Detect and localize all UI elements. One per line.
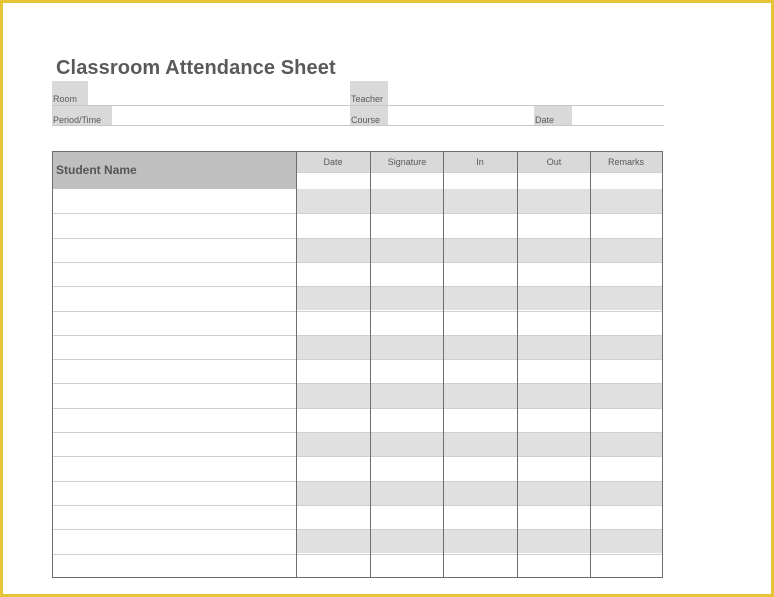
student-name-cell[interactable] [53,505,296,529]
column-header-in: In [443,152,517,172]
student-name-cell[interactable] [53,481,296,505]
column-header-remarks: Remarks [590,152,662,172]
attendance-row-cells[interactable] [296,311,662,335]
column-header-signature: Signature [370,152,444,172]
row-divider [53,383,662,384]
column-divider [370,152,371,577]
attendance-row-cells[interactable] [296,481,662,505]
row-divider [53,311,662,312]
row-divider [53,432,662,433]
student-name-cell[interactable] [53,311,296,335]
column-divider [590,152,591,577]
attendance-row-cells[interactable] [296,408,662,432]
date-label: Date [534,106,572,126]
row-divider [53,554,662,555]
student-name-cell[interactable] [53,262,296,286]
student-name-cell[interactable] [53,189,296,213]
row-divider [53,286,662,287]
teacher-label: Teacher [350,81,388,105]
row-divider [53,456,662,457]
page-title: Classroom Attendance Sheet [56,57,336,79]
attendance-row-cells[interactable] [296,432,662,456]
column-divider [517,152,518,577]
row-divider [53,213,662,214]
student-name-cell[interactable] [53,529,296,553]
row-divider [53,529,662,530]
header-divider [296,172,662,173]
row-divider [53,335,662,336]
row-divider [53,359,662,360]
attendance-row-cells[interactable] [296,335,662,359]
student-name-header: Student Name [53,152,296,189]
student-name-cell[interactable] [53,383,296,407]
row-divider [53,238,662,239]
attendance-row-cells[interactable] [296,262,662,286]
attendance-row-cells[interactable] [296,213,662,237]
row-divider [53,408,662,409]
course-label: Course [350,106,388,126]
student-name-cell[interactable] [53,286,296,310]
student-name-cell[interactable] [53,408,296,432]
attendance-row-cells[interactable] [296,456,662,480]
student-name-cell[interactable] [53,213,296,237]
attendance-row-cells[interactable] [296,238,662,262]
column-divider [443,152,444,577]
student-name-cell[interactable] [53,238,296,262]
period-course-date-field-line [52,125,664,126]
attendance-row-cells[interactable] [296,554,662,578]
period-time-label: Period/Time [52,106,112,126]
column-divider [296,152,297,577]
attendance-row-cells[interactable] [296,286,662,310]
attendance-row-cells[interactable] [296,383,662,407]
attendance-row-cells[interactable] [296,529,662,553]
row-divider [53,481,662,482]
student-name-cell[interactable] [53,456,296,480]
attendance-row-cells[interactable] [296,505,662,529]
student-name-cell[interactable] [53,359,296,383]
attendance-row-cells[interactable] [296,189,662,213]
column-header-date: Date [296,152,370,172]
column-header-out: Out [517,152,591,172]
attendance-table [52,151,663,578]
student-name-cell[interactable] [53,335,296,359]
row-divider [53,262,662,263]
row-divider [53,505,662,506]
student-name-cell[interactable] [53,554,296,578]
room-label: Room [52,81,88,105]
attendance-row-cells[interactable] [296,359,662,383]
student-name-cell[interactable] [53,432,296,456]
